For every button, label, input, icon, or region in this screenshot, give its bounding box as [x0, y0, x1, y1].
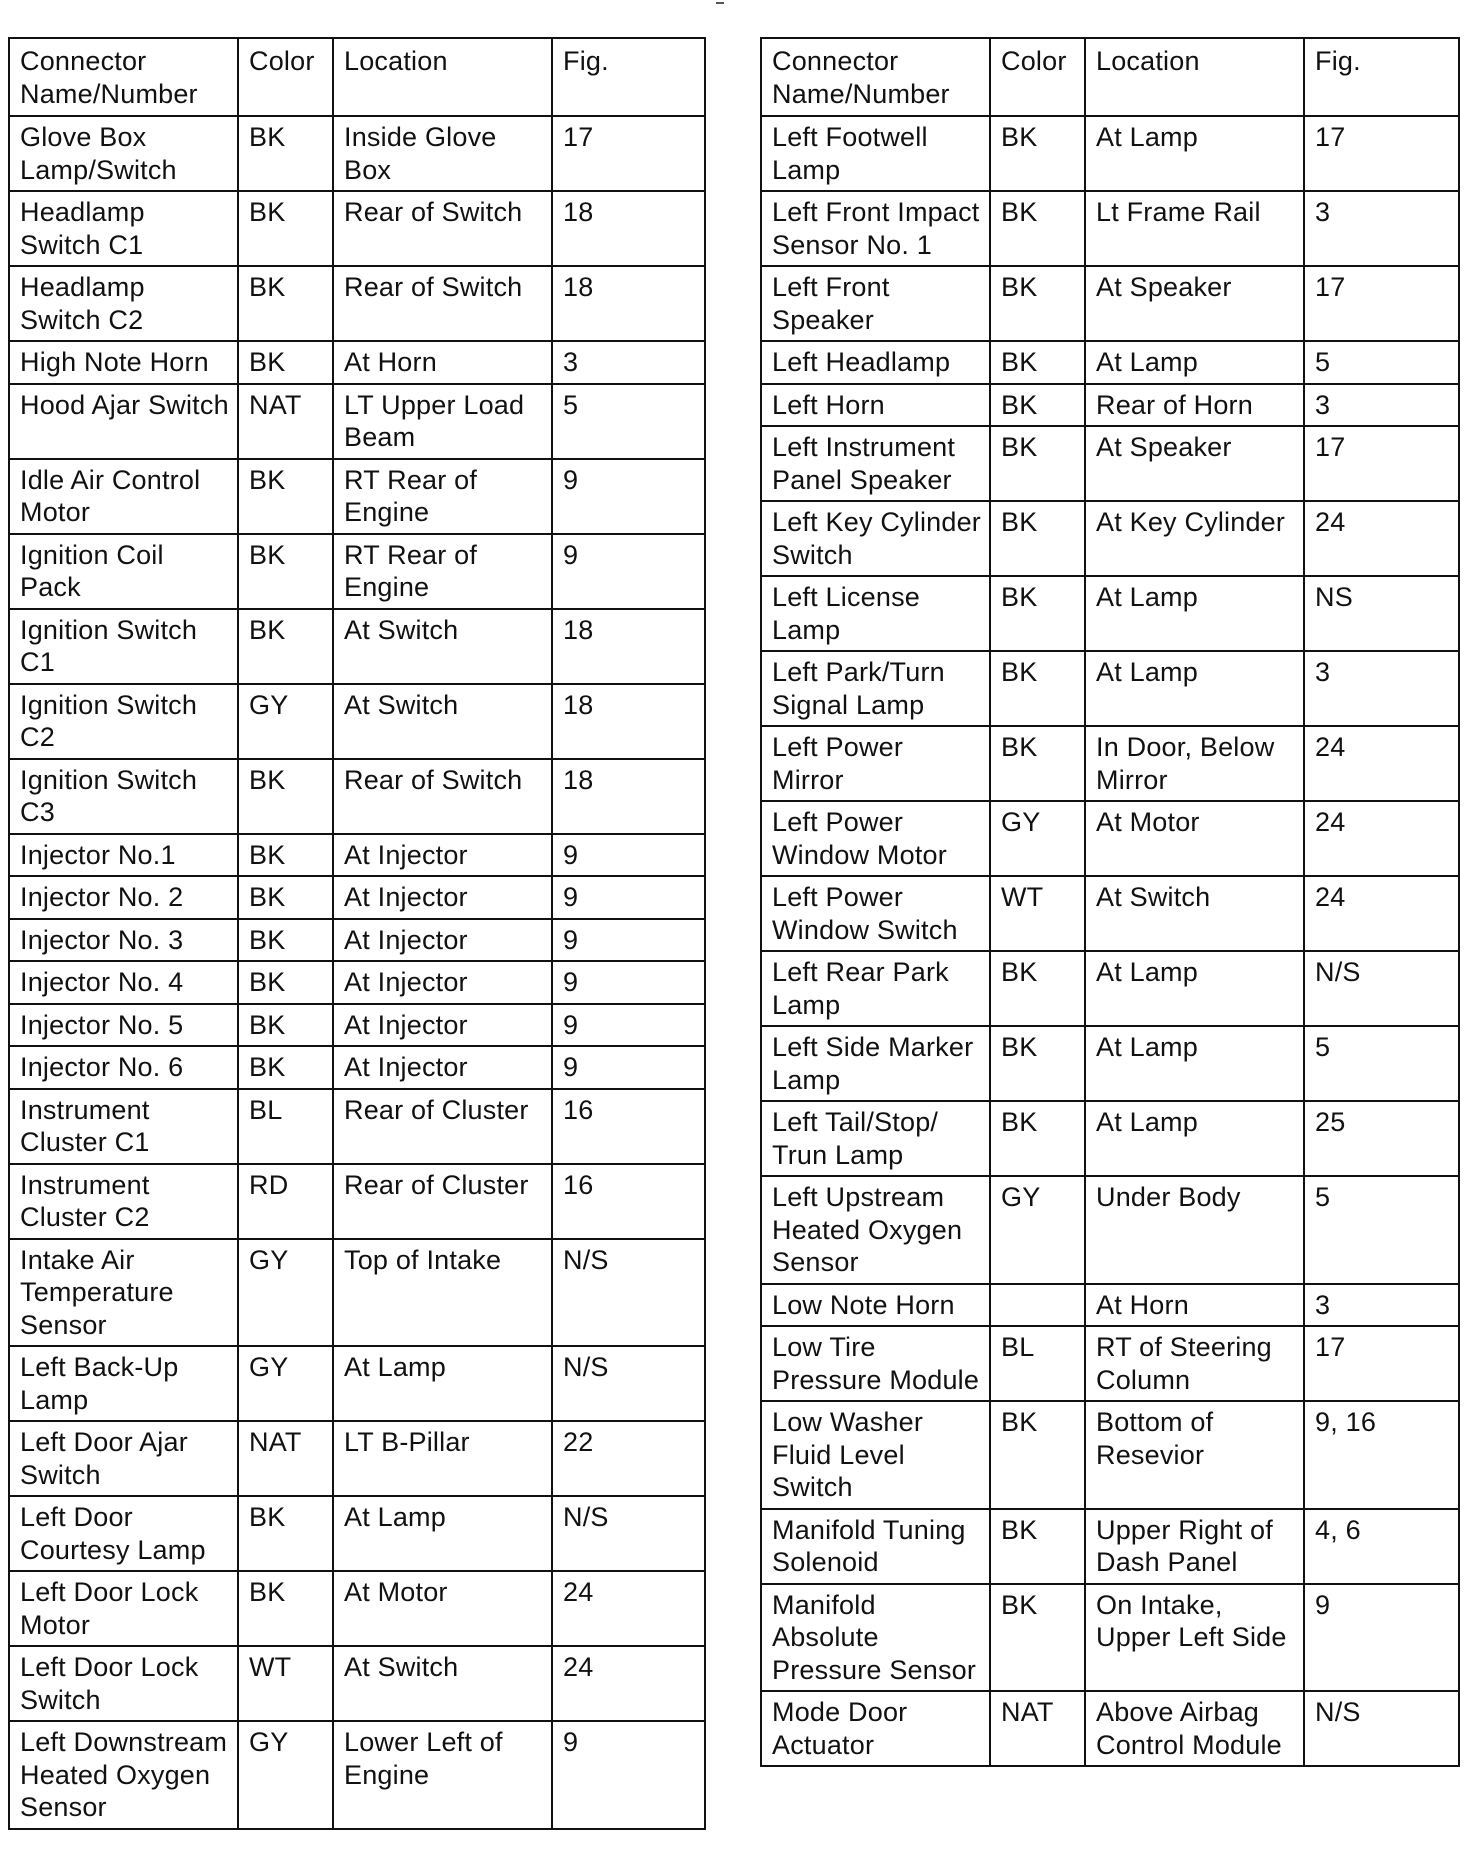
fig-cell: 17	[1304, 266, 1459, 341]
table-row	[761, 1509, 1459, 1584]
connector-name-cell: Left Front Impact Sensor No. 1	[761, 191, 990, 266]
connector-name-cell: Left Power Window Switch	[761, 876, 990, 951]
fig-cell: 16	[552, 1164, 705, 1239]
location-cell: At Injector	[333, 1004, 552, 1047]
table-row	[9, 1496, 705, 1571]
connector-name-cell: Left Front Speaker	[761, 266, 990, 341]
table-row	[9, 1004, 705, 1047]
fig-cell: 9, 16	[1304, 1401, 1459, 1509]
color-cell: BK	[238, 534, 333, 609]
fig-cell: 16	[552, 1089, 705, 1164]
color-cell: BK	[990, 1584, 1085, 1692]
table-row	[761, 501, 1459, 576]
color-cell: BK	[990, 426, 1085, 501]
color-cell: BK	[238, 191, 333, 266]
table-row	[761, 651, 1459, 726]
location-cell: LT B-Pillar	[333, 1421, 552, 1496]
fig-cell: 3	[1304, 191, 1459, 266]
header-color: Color	[990, 38, 1085, 116]
color-cell: BK	[238, 1046, 333, 1089]
location-cell: At Injector	[333, 919, 552, 962]
color-cell: BK	[238, 919, 333, 962]
color-cell: BK	[238, 116, 333, 191]
color-cell: BK	[238, 834, 333, 877]
connector-name-cell: Hood Ajar Switch	[9, 384, 238, 459]
connector-name-cell: Glove Box Lamp/Switch	[9, 116, 238, 191]
location-cell: At Lamp	[1085, 576, 1304, 651]
color-cell: BK	[238, 1004, 333, 1047]
location-cell: In Door, Below Mirror	[1085, 726, 1304, 801]
fig-cell: 18	[552, 266, 705, 341]
header-row	[761, 38, 1459, 116]
location-cell: Bottom of Resevior	[1085, 1401, 1304, 1509]
color-cell: BL	[238, 1089, 333, 1164]
color-cell	[990, 1284, 1085, 1327]
connector-name-cell: Ignition Switch C3	[9, 759, 238, 834]
fig-cell: 3	[1304, 384, 1459, 427]
location-cell: At Lamp	[1085, 116, 1304, 191]
connector-name-cell: Left Door Lock Motor	[9, 1571, 238, 1646]
connector-name-cell: Instrument Cluster C1	[9, 1089, 238, 1164]
connector-name-cell: Left Downstream Heated Oxygen Sensor	[9, 1721, 238, 1829]
table-body	[761, 116, 1459, 1766]
connector-name-cell: Manifold Absolute Pressure Sensor	[761, 1584, 990, 1692]
connector-name-cell: Left Door Lock Switch	[9, 1646, 238, 1721]
color-cell: BK	[990, 651, 1085, 726]
color-cell: BK	[238, 1496, 333, 1571]
fig-cell: 4, 6	[1304, 1509, 1459, 1584]
location-cell: Rear of Switch	[333, 266, 552, 341]
color-cell: NAT	[990, 1691, 1085, 1766]
color-cell: NAT	[238, 384, 333, 459]
location-cell: At Horn	[333, 341, 552, 384]
table-row	[761, 1176, 1459, 1284]
table-row	[9, 876, 705, 919]
fig-cell: 9	[552, 1004, 705, 1047]
table-row	[761, 341, 1459, 384]
color-cell: BK	[990, 1101, 1085, 1176]
color-cell: GY	[238, 1239, 333, 1347]
table-row	[761, 426, 1459, 501]
location-cell: At Horn	[1085, 1284, 1304, 1327]
table-row	[9, 1346, 705, 1421]
table-row	[761, 266, 1459, 341]
color-cell: BK	[990, 384, 1085, 427]
connector-name-cell: Ignition Switch C1	[9, 609, 238, 684]
location-cell: At Lamp	[1085, 951, 1304, 1026]
table-row	[761, 191, 1459, 266]
table-body	[9, 116, 705, 1829]
table-row	[9, 961, 705, 1004]
fig-cell: 3	[1304, 651, 1459, 726]
connector-name-cell: Left Key Cylinder Switch	[761, 501, 990, 576]
page-mark	[716, 2, 724, 4]
connector-name-cell: Left Power Window Motor	[761, 801, 990, 876]
table-row	[9, 384, 705, 459]
connector-name-cell: Headlamp Switch C1	[9, 191, 238, 266]
fig-cell: 17	[1304, 426, 1459, 501]
location-cell: At Speaker	[1085, 266, 1304, 341]
fig-cell: 17	[1304, 1326, 1459, 1401]
table-row	[761, 726, 1459, 801]
color-cell: BK	[238, 341, 333, 384]
fig-cell: 9	[552, 534, 705, 609]
color-cell: GY	[238, 1346, 333, 1421]
connector-name-cell: Idle Air Control Motor	[9, 459, 238, 534]
color-cell: BK	[238, 1571, 333, 1646]
color-cell: BK	[990, 501, 1085, 576]
connector-name-cell: Headlamp Switch C2	[9, 266, 238, 341]
connector-table-left	[8, 37, 706, 1830]
connector-name-cell: Ignition Switch C2	[9, 684, 238, 759]
fig-cell: 3	[1304, 1284, 1459, 1327]
color-cell: BK	[990, 266, 1085, 341]
header-connector-name: Connector Name/Number	[761, 38, 990, 116]
location-cell: Upper Right of Dash Panel	[1085, 1509, 1304, 1584]
connector-name-cell: High Note Horn	[9, 341, 238, 384]
table-row	[761, 576, 1459, 651]
fig-cell: 24	[1304, 801, 1459, 876]
fig-cell: N/S	[1304, 1691, 1459, 1766]
connector-name-cell: Left License Lamp	[761, 576, 990, 651]
connector-name-cell: Left Instrument Panel Speaker	[761, 426, 990, 501]
fig-cell: 18	[552, 759, 705, 834]
table-row	[9, 834, 705, 877]
header-connector-name: Connector Name/Number	[9, 38, 238, 116]
connector-name-cell: Left Horn	[761, 384, 990, 427]
fig-cell: 17	[552, 116, 705, 191]
fig-cell: 9	[552, 834, 705, 877]
location-cell: At Lamp	[1085, 1026, 1304, 1101]
location-cell: Under Body	[1085, 1176, 1304, 1284]
fig-cell: 18	[552, 191, 705, 266]
connector-name-cell: Injector No.1	[9, 834, 238, 877]
table-row	[761, 384, 1459, 427]
color-cell: GY	[990, 1176, 1085, 1284]
table-row	[9, 1421, 705, 1496]
table-row	[761, 116, 1459, 191]
table-row	[9, 1046, 705, 1089]
fig-cell: 9	[552, 1721, 705, 1829]
fig-cell: 9	[552, 1046, 705, 1089]
location-cell: Rear of Horn	[1085, 384, 1304, 427]
table-row	[9, 191, 705, 266]
color-cell: WT	[238, 1646, 333, 1721]
fig-cell: NS	[1304, 576, 1459, 651]
location-cell: Rear of Switch	[333, 759, 552, 834]
connector-name-cell: Manifold Tuning Solenoid	[761, 1509, 990, 1584]
location-cell: At Speaker	[1085, 426, 1304, 501]
connector-name-cell: Intake Air Temperature Sensor	[9, 1239, 238, 1347]
connector-name-cell: Injector No. 6	[9, 1046, 238, 1089]
connector-name-cell: Mode Door Actuator	[761, 1691, 990, 1766]
location-cell: RT Rear of Engine	[333, 459, 552, 534]
fig-cell: 24	[552, 1646, 705, 1721]
table-row	[761, 1326, 1459, 1401]
location-cell: At Injector	[333, 834, 552, 877]
connector-name-cell: Ignition Coil Pack	[9, 534, 238, 609]
connector-name-cell: Low Washer Fluid Level Switch	[761, 1401, 990, 1509]
table-row	[9, 919, 705, 962]
fig-cell: 9	[552, 459, 705, 534]
color-cell: BK	[990, 1401, 1085, 1509]
table-row	[9, 1089, 705, 1164]
header-location: Location	[333, 38, 552, 116]
fig-cell: N/S	[552, 1239, 705, 1347]
location-cell: Rear of Cluster	[333, 1164, 552, 1239]
table-row	[9, 459, 705, 534]
color-cell: BK	[990, 1026, 1085, 1101]
color-cell: BK	[238, 961, 333, 1004]
header-fig: Fig.	[552, 38, 705, 116]
connector-name-cell: Left Tail/Stop/ Trun Lamp	[761, 1101, 990, 1176]
color-cell: GY	[238, 684, 333, 759]
color-cell: GY	[238, 1721, 333, 1829]
location-cell: At Lamp	[333, 1496, 552, 1571]
header-location: Location	[1085, 38, 1304, 116]
connector-name-cell: Left Power Mirror	[761, 726, 990, 801]
color-cell: BK	[238, 759, 333, 834]
color-cell: GY	[990, 801, 1085, 876]
connector-name-cell: Injector No. 3	[9, 919, 238, 962]
fig-cell: 17	[1304, 116, 1459, 191]
color-cell: BK	[238, 876, 333, 919]
fig-cell: N/S	[1304, 951, 1459, 1026]
fig-cell: 25	[1304, 1101, 1459, 1176]
location-cell: At Switch	[333, 1646, 552, 1721]
table-row	[761, 801, 1459, 876]
location-cell: At Key Cylinder	[1085, 501, 1304, 576]
color-cell: BK	[990, 116, 1085, 191]
table-row	[9, 759, 705, 834]
location-cell: At Motor	[333, 1571, 552, 1646]
connector-name-cell: Low Tire Pressure Module	[761, 1326, 990, 1401]
connector-name-cell: Left Side Marker Lamp	[761, 1026, 990, 1101]
location-cell: At Lamp	[333, 1346, 552, 1421]
header-row	[9, 38, 705, 116]
location-cell: At Injector	[333, 876, 552, 919]
table-row	[9, 1571, 705, 1646]
location-cell: Inside Glove Box	[333, 116, 552, 191]
color-cell: BK	[990, 341, 1085, 384]
location-cell: Rear of Switch	[333, 191, 552, 266]
connector-name-cell: Left Park/Turn Signal Lamp	[761, 651, 990, 726]
color-cell: BL	[990, 1326, 1085, 1401]
connector-name-cell: Injector No. 5	[9, 1004, 238, 1047]
connector-name-cell: Left Footwell Lamp	[761, 116, 990, 191]
location-cell: RT of Steering Column	[1085, 1326, 1304, 1401]
color-cell: NAT	[238, 1421, 333, 1496]
location-cell: At Injector	[333, 1046, 552, 1089]
location-cell: At Switch	[333, 684, 552, 759]
connector-name-cell: Injector No. 2	[9, 876, 238, 919]
table-row	[9, 684, 705, 759]
color-cell: BK	[990, 1509, 1085, 1584]
table-row	[9, 1164, 705, 1239]
fig-cell: 9	[552, 876, 705, 919]
color-cell: BK	[238, 459, 333, 534]
location-cell: LT Upper Load Beam	[333, 384, 552, 459]
fig-cell: 5	[1304, 1026, 1459, 1101]
connector-name-cell: Left Upstream Heated Oxygen Sensor	[761, 1176, 990, 1284]
table-row	[9, 1646, 705, 1721]
table-row	[761, 951, 1459, 1026]
fig-cell: 9	[552, 919, 705, 962]
location-cell: Top of Intake	[333, 1239, 552, 1347]
header-fig: Fig.	[1304, 38, 1459, 116]
fig-cell: 18	[552, 684, 705, 759]
fig-cell: 9	[552, 961, 705, 1004]
color-cell: BK	[990, 951, 1085, 1026]
fig-cell: 24	[1304, 876, 1459, 951]
fig-cell: 24	[1304, 501, 1459, 576]
color-cell: BK	[990, 726, 1085, 801]
fig-cell: 18	[552, 609, 705, 684]
header-color: Color	[238, 38, 333, 116]
table-row	[9, 341, 705, 384]
location-cell: Lt Frame Rail	[1085, 191, 1304, 266]
table-row	[9, 1239, 705, 1347]
table-row	[761, 1401, 1459, 1509]
connector-name-cell: Left Door Ajar Switch	[9, 1421, 238, 1496]
color-cell: BK	[990, 191, 1085, 266]
fig-cell: 5	[552, 384, 705, 459]
connector-name-cell: Left Back-Up Lamp	[9, 1346, 238, 1421]
table-row	[761, 1691, 1459, 1766]
color-cell: WT	[990, 876, 1085, 951]
location-cell: At Motor	[1085, 801, 1304, 876]
fig-cell: 5	[1304, 341, 1459, 384]
color-cell: BK	[238, 266, 333, 341]
fig-cell: 5	[1304, 1176, 1459, 1284]
table-row	[9, 534, 705, 609]
connector-name-cell: Left Headlamp	[761, 341, 990, 384]
connector-name-cell: Left Rear Park Lamp	[761, 951, 990, 1026]
connector-name-cell: Left Door Courtesy Lamp	[9, 1496, 238, 1571]
connector-name-cell: Low Note Horn	[761, 1284, 990, 1327]
location-cell: At Injector	[333, 961, 552, 1004]
table-row	[9, 266, 705, 341]
location-cell: At Lamp	[1085, 341, 1304, 384]
location-cell: RT Rear of Engine	[333, 534, 552, 609]
location-cell: At Switch	[1085, 876, 1304, 951]
table-row	[9, 116, 705, 191]
location-cell: Above Airbag Control Module	[1085, 1691, 1304, 1766]
table-row	[761, 876, 1459, 951]
fig-cell: 22	[552, 1421, 705, 1496]
location-cell: At Switch	[333, 609, 552, 684]
connector-name-cell: Instrument Cluster C2	[9, 1164, 238, 1239]
fig-cell: 9	[1304, 1584, 1459, 1692]
color-cell: RD	[238, 1164, 333, 1239]
table-row	[761, 1026, 1459, 1101]
fig-cell: 24	[1304, 726, 1459, 801]
connector-name-cell: Injector No. 4	[9, 961, 238, 1004]
table-row	[761, 1284, 1459, 1327]
table-row	[761, 1584, 1459, 1692]
location-cell: At Lamp	[1085, 1101, 1304, 1176]
fig-cell: N/S	[552, 1346, 705, 1421]
connector-table-right	[760, 37, 1460, 1767]
location-cell: At Lamp	[1085, 651, 1304, 726]
location-cell: On Intake, Upper Left Side	[1085, 1584, 1304, 1692]
table-row	[9, 609, 705, 684]
fig-cell: N/S	[552, 1496, 705, 1571]
color-cell: BK	[238, 609, 333, 684]
table-row	[761, 1101, 1459, 1176]
fig-cell: 24	[552, 1571, 705, 1646]
color-cell: BK	[990, 576, 1085, 651]
location-cell: Rear of Cluster	[333, 1089, 552, 1164]
fig-cell: 3	[552, 341, 705, 384]
location-cell: Lower Left of Engine	[333, 1721, 552, 1829]
table-row	[9, 1721, 705, 1829]
